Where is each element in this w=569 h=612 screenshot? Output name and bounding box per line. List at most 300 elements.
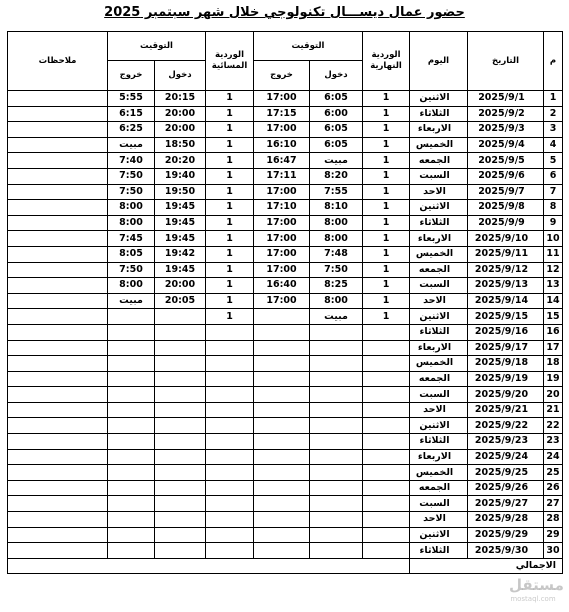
cell-evening-shift [206, 543, 254, 559]
cell-num: 27 [544, 496, 563, 512]
cell-entry-evening [155, 449, 206, 465]
cell-num: 26 [544, 480, 563, 496]
cell-date: 2025/9/4 [468, 137, 544, 153]
cell-day-shift [363, 480, 410, 496]
cell-day: الثلاثاء [410, 106, 468, 122]
cell-day-shift: 1 [363, 215, 410, 231]
cell-day: الاثنين [410, 309, 468, 325]
cell-evening-shift: 1 [206, 168, 254, 184]
cell-entry-evening [155, 371, 206, 387]
cell-exit-day: 17:15 [254, 106, 310, 122]
cell-entry-day [310, 371, 363, 387]
cell-date: 2025/9/26 [468, 480, 544, 496]
cell-entry-evening: 20:00 [155, 122, 206, 138]
cell-notes [8, 512, 108, 528]
cell-notes [8, 449, 108, 465]
cell-evening-shift [206, 324, 254, 340]
table-row [8, 527, 563, 543]
cell-num: 8 [544, 200, 563, 216]
table-row [8, 91, 563, 107]
table-row [8, 387, 563, 403]
cell-num: 28 [544, 512, 563, 528]
cell-num: 14 [544, 293, 563, 309]
cell-day: الاربعاء [410, 449, 468, 465]
cell-entry-day: 8:00 [310, 293, 363, 309]
cell-exit-day: 17:00 [254, 91, 310, 107]
cell-date: 2025/9/3 [468, 122, 544, 138]
cell-exit-day: 17:00 [254, 262, 310, 278]
cell-entry-evening: 20:00 [155, 106, 206, 122]
cell-exit-day [254, 371, 310, 387]
cell-entry-evening: 19:42 [155, 246, 206, 262]
cell-exit-day [254, 418, 310, 434]
cell-notes [8, 215, 108, 231]
table-row [8, 153, 563, 169]
cell-exit-day: 16:10 [254, 137, 310, 153]
cell-day-shift: 1 [363, 106, 410, 122]
cell-day: الاحد [410, 512, 468, 528]
cell-day: الاثنين [410, 200, 468, 216]
cell-exit-day: 17:00 [254, 122, 310, 138]
cell-exit-evening [108, 418, 155, 434]
cell-entry-day: 8:00 [310, 215, 363, 231]
cell-entry-day: مبيت [310, 309, 363, 325]
table-row [8, 340, 563, 356]
cell-date: 2025/9/16 [468, 324, 544, 340]
cell-day: الجمعه [410, 480, 468, 496]
cell-day: السبت [410, 278, 468, 294]
cell-entry-evening [155, 543, 206, 559]
table-row [8, 106, 563, 122]
cell-day: السبت [410, 387, 468, 403]
cell-evening-shift [206, 356, 254, 372]
cell-day-shift: 1 [363, 184, 410, 200]
table-row [8, 231, 563, 247]
cell-evening-shift [206, 512, 254, 528]
table-row [8, 449, 563, 465]
cell-notes [8, 371, 108, 387]
cell-day-shift [363, 418, 410, 434]
cell-num: 20 [544, 387, 563, 403]
cell-day: الجمعه [410, 262, 468, 278]
cell-day-shift [363, 465, 410, 481]
cell-num: 24 [544, 449, 563, 465]
cell-day: الخميس [410, 356, 468, 372]
cell-num: 4 [544, 137, 563, 153]
cell-day: الاربعاء [410, 231, 468, 247]
table-row [8, 278, 563, 294]
cell-num: 11 [544, 246, 563, 262]
cell-evening-shift: 1 [206, 137, 254, 153]
cell-day: الاربعاء [410, 122, 468, 138]
cell-day: السبت [410, 496, 468, 512]
cell-notes [8, 122, 108, 138]
cell-notes [8, 543, 108, 559]
cell-exit-evening: 6:25 [108, 122, 155, 138]
cell-entry-day [310, 512, 363, 528]
cell-entry-evening [155, 324, 206, 340]
cell-entry-evening: 20:15 [155, 91, 206, 107]
cell-day-shift: 1 [363, 122, 410, 138]
cell-day-shift [363, 402, 410, 418]
cell-exit-evening [108, 512, 155, 528]
cell-entry-evening [155, 356, 206, 372]
cell-exit-evening [108, 496, 155, 512]
cell-entry-evening: 19:45 [155, 200, 206, 216]
cell-day: السبت [410, 168, 468, 184]
cell-date: 2025/9/24 [468, 449, 544, 465]
cell-exit-evening [108, 324, 155, 340]
cell-date: 2025/9/2 [468, 106, 544, 122]
cell-notes [8, 340, 108, 356]
cell-day: الاحد [410, 402, 468, 418]
cell-exit-evening: مبيت [108, 293, 155, 309]
cell-notes [8, 293, 108, 309]
cell-num: 7 [544, 184, 563, 200]
table-row [8, 184, 563, 200]
cell-date: 2025/9/23 [468, 434, 544, 450]
cell-day-shift [363, 340, 410, 356]
cell-evening-shift [206, 496, 254, 512]
table-row [8, 215, 563, 231]
cell-entry-evening [155, 402, 206, 418]
cell-date: 2025/9/22 [468, 418, 544, 434]
cell-entry-evening: 19:50 [155, 184, 206, 200]
cell-day: الجمعه [410, 371, 468, 387]
cell-day-shift: 1 [363, 293, 410, 309]
cell-num: 5 [544, 153, 563, 169]
cell-exit-day [254, 527, 310, 543]
cell-num: 18 [544, 356, 563, 372]
cell-exit-day [254, 434, 310, 450]
cell-evening-shift: 1 [206, 200, 254, 216]
table-row [8, 496, 563, 512]
cell-entry-evening: 18:50 [155, 137, 206, 153]
cell-num: 21 [544, 402, 563, 418]
cell-exit-evening [108, 340, 155, 356]
cell-notes [8, 153, 108, 169]
cell-exit-evening [108, 465, 155, 481]
cell-exit-evening [108, 309, 155, 325]
cell-date: 2025/9/15 [468, 309, 544, 325]
cell-evening-shift: 1 [206, 122, 254, 138]
cell-date: 2025/9/7 [468, 184, 544, 200]
cell-notes [8, 200, 108, 216]
cell-entry-day [310, 449, 363, 465]
cell-num: 6 [544, 168, 563, 184]
cell-evening-shift: 1 [206, 215, 254, 231]
cell-notes [8, 387, 108, 403]
cell-exit-evening [108, 480, 155, 496]
cell-entry-evening: 20:00 [155, 278, 206, 294]
table-row [8, 246, 563, 262]
cell-notes [8, 278, 108, 294]
cell-notes [8, 418, 108, 434]
cell-evening-shift [206, 418, 254, 434]
cell-notes [8, 465, 108, 481]
cell-entry-evening [155, 387, 206, 403]
cell-entry-day [310, 418, 363, 434]
cell-num: 16 [544, 324, 563, 340]
cell-day-shift: 1 [363, 91, 410, 107]
cell-exit-day [254, 309, 310, 325]
cell-evening-shift: 1 [206, 153, 254, 169]
cell-notes [8, 246, 108, 262]
cell-notes [8, 91, 108, 107]
cell-exit-day [254, 449, 310, 465]
cell-exit-evening [108, 371, 155, 387]
cell-exit-day [254, 512, 310, 528]
header-entry-day: دخول [310, 61, 363, 91]
table-row [8, 512, 563, 528]
table-row [8, 324, 563, 340]
cell-exit-evening: 8:00 [108, 200, 155, 216]
cell-evening-shift: 1 [206, 309, 254, 325]
table-row [8, 356, 563, 372]
cell-entry-evening: 19:45 [155, 231, 206, 247]
cell-date: 2025/9/1 [468, 91, 544, 107]
cell-num: 3 [544, 122, 563, 138]
header-day: اليوم [410, 32, 468, 91]
cell-evening-shift [206, 480, 254, 496]
header-exit-day: خروج [254, 61, 310, 91]
cell-entry-evening [155, 340, 206, 356]
cell-notes [8, 434, 108, 450]
cell-entry-day [310, 340, 363, 356]
cell-day-shift [363, 527, 410, 543]
cell-date: 2025/9/14 [468, 293, 544, 309]
cell-evening-shift: 1 [206, 246, 254, 262]
cell-day-shift: 1 [363, 200, 410, 216]
header-timing-evening: التوقيت [108, 32, 206, 61]
watermark-main: مستقل [509, 576, 564, 594]
cell-entry-day: 8:00 [310, 231, 363, 247]
cell-day-shift: 1 [363, 168, 410, 184]
cell-entry-day [310, 434, 363, 450]
cell-entry-day [310, 465, 363, 481]
cell-day: الخميس [410, 137, 468, 153]
cell-notes [8, 262, 108, 278]
cell-evening-shift [206, 465, 254, 481]
cell-date: 2025/9/8 [468, 200, 544, 216]
cell-day: الاحد [410, 184, 468, 200]
header-timing-day: التوقيت [254, 32, 363, 61]
cell-date: 2025/9/30 [468, 543, 544, 559]
total-label: الاجمالي [410, 558, 563, 574]
cell-day: الجمعه [410, 153, 468, 169]
cell-entry-day: مبيت [310, 153, 363, 169]
cell-exit-day: 17:10 [254, 200, 310, 216]
cell-entry-day: 8:25 [310, 278, 363, 294]
cell-day: الخميس [410, 465, 468, 481]
cell-entry-evening: 20:20 [155, 153, 206, 169]
header-num: م [544, 32, 563, 91]
cell-exit-day: 17:00 [254, 246, 310, 262]
cell-exit-day [254, 387, 310, 403]
cell-num: 12 [544, 262, 563, 278]
cell-exit-evening: 7:50 [108, 168, 155, 184]
cell-entry-day: 6:05 [310, 122, 363, 138]
cell-notes [8, 496, 108, 512]
cell-day: الثلاثاء [410, 543, 468, 559]
table-row [8, 402, 563, 418]
table-row [8, 122, 563, 138]
cell-day-shift [363, 512, 410, 528]
cell-exit-evening: 8:00 [108, 215, 155, 231]
cell-exit-day: 17:00 [254, 215, 310, 231]
cell-date: 2025/9/25 [468, 465, 544, 481]
attendance-table [7, 31, 563, 574]
cell-evening-shift: 1 [206, 184, 254, 200]
cell-day-shift: 1 [363, 309, 410, 325]
cell-evening-shift [206, 371, 254, 387]
cell-day-shift: 1 [363, 153, 410, 169]
cell-date: 2025/9/6 [468, 168, 544, 184]
watermark-sub: mostaql.com [510, 595, 556, 603]
cell-day-shift [363, 371, 410, 387]
cell-num: 25 [544, 465, 563, 481]
table-row [8, 262, 563, 278]
cell-date: 2025/9/19 [468, 371, 544, 387]
cell-evening-shift: 1 [206, 278, 254, 294]
cell-entry-day: 8:10 [310, 200, 363, 216]
table-row [8, 418, 563, 434]
cell-entry-day [310, 402, 363, 418]
cell-entry-day: 8:20 [310, 168, 363, 184]
cell-num: 19 [544, 371, 563, 387]
cell-exit-day [254, 496, 310, 512]
cell-entry-day: 6:00 [310, 106, 363, 122]
table-row [8, 480, 563, 496]
cell-entry-evening [155, 309, 206, 325]
cell-entry-evening: 20:05 [155, 293, 206, 309]
header-day-shift: الوردية النهارية [363, 32, 410, 91]
cell-date: 2025/9/12 [468, 262, 544, 278]
cell-day: الثلاثاء [410, 434, 468, 450]
cell-exit-day: 16:40 [254, 278, 310, 294]
cell-num: 29 [544, 527, 563, 543]
cell-date: 2025/9/20 [468, 387, 544, 403]
cell-day: الاثنين [410, 527, 468, 543]
cell-date: 2025/9/28 [468, 512, 544, 528]
cell-day: الاربعاء [410, 340, 468, 356]
header-entry-evening: دخول [155, 61, 206, 91]
cell-day: الثلاثاء [410, 324, 468, 340]
cell-entry-day: 6:05 [310, 137, 363, 153]
cell-notes [8, 402, 108, 418]
cell-exit-day [254, 340, 310, 356]
cell-day-shift: 1 [363, 278, 410, 294]
cell-entry-evening [155, 418, 206, 434]
cell-entry-evening [155, 496, 206, 512]
cell-date: 2025/9/21 [468, 402, 544, 418]
cell-notes [8, 106, 108, 122]
cell-day-shift [363, 324, 410, 340]
cell-day-shift [363, 434, 410, 450]
cell-entry-evening [155, 527, 206, 543]
cell-exit-evening: مبيت [108, 137, 155, 153]
cell-num: 23 [544, 434, 563, 450]
cell-day-shift: 1 [363, 231, 410, 247]
cell-entry-day [310, 496, 363, 512]
cell-date: 2025/9/13 [468, 278, 544, 294]
cell-exit-evening: 5:55 [108, 91, 155, 107]
cell-date: 2025/9/10 [468, 231, 544, 247]
cell-evening-shift: 1 [206, 262, 254, 278]
cell-entry-evening [155, 480, 206, 496]
cell-day: الثلاثاء [410, 215, 468, 231]
cell-exit-evening: 8:00 [108, 278, 155, 294]
table-row [8, 309, 563, 325]
cell-exit-day [254, 543, 310, 559]
page-title: حضور عمال ديســـال تكنولوجي خلال شهر سبتمبر 2025 [104, 5, 465, 20]
cell-entry-day [310, 527, 363, 543]
total-row [8, 558, 563, 574]
cell-day-shift [363, 449, 410, 465]
table-row [8, 137, 563, 153]
cell-day-shift: 1 [363, 262, 410, 278]
cell-notes [8, 527, 108, 543]
cell-entry-evening [155, 434, 206, 450]
cell-entry-evening: 19:40 [155, 168, 206, 184]
cell-num: 1 [544, 91, 563, 107]
total-value [8, 558, 410, 574]
cell-entry-day [310, 387, 363, 403]
cell-exit-evening [108, 356, 155, 372]
cell-exit-day [254, 480, 310, 496]
cell-exit-day [254, 465, 310, 481]
cell-date: 2025/9/11 [468, 246, 544, 262]
cell-day-shift [363, 543, 410, 559]
cell-exit-evening: 7:45 [108, 231, 155, 247]
watermark-logo [509, 576, 564, 604]
cell-entry-day [310, 356, 363, 372]
cell-day: الخميس [410, 246, 468, 262]
cell-exit-evening: 7:40 [108, 153, 155, 169]
table-row [8, 200, 563, 216]
cell-entry-evening: 19:45 [155, 262, 206, 278]
cell-exit-evening [108, 527, 155, 543]
cell-notes [8, 168, 108, 184]
cell-notes [8, 480, 108, 496]
cell-date: 2025/9/9 [468, 215, 544, 231]
cell-entry-evening: 19:45 [155, 215, 206, 231]
cell-exit-evening [108, 449, 155, 465]
cell-notes [8, 309, 108, 325]
cell-evening-shift: 1 [206, 293, 254, 309]
cell-exit-evening [108, 402, 155, 418]
cell-num: 15 [544, 309, 563, 325]
table-row [8, 434, 563, 450]
cell-date: 2025/9/27 [468, 496, 544, 512]
header-exit-evening: خروج [108, 61, 155, 91]
cell-entry-day: 7:50 [310, 262, 363, 278]
cell-evening-shift: 1 [206, 91, 254, 107]
table-row [8, 465, 563, 481]
cell-evening-shift [206, 402, 254, 418]
cell-num: 2 [544, 106, 563, 122]
cell-exit-day [254, 356, 310, 372]
cell-entry-evening [155, 512, 206, 528]
cell-day-shift: 1 [363, 137, 410, 153]
cell-date: 2025/9/17 [468, 340, 544, 356]
cell-evening-shift [206, 434, 254, 450]
cell-day-shift [363, 356, 410, 372]
header-notes: ملاحظات [8, 32, 108, 91]
cell-notes [8, 184, 108, 200]
cell-exit-evening: 7:50 [108, 262, 155, 278]
cell-notes [8, 137, 108, 153]
